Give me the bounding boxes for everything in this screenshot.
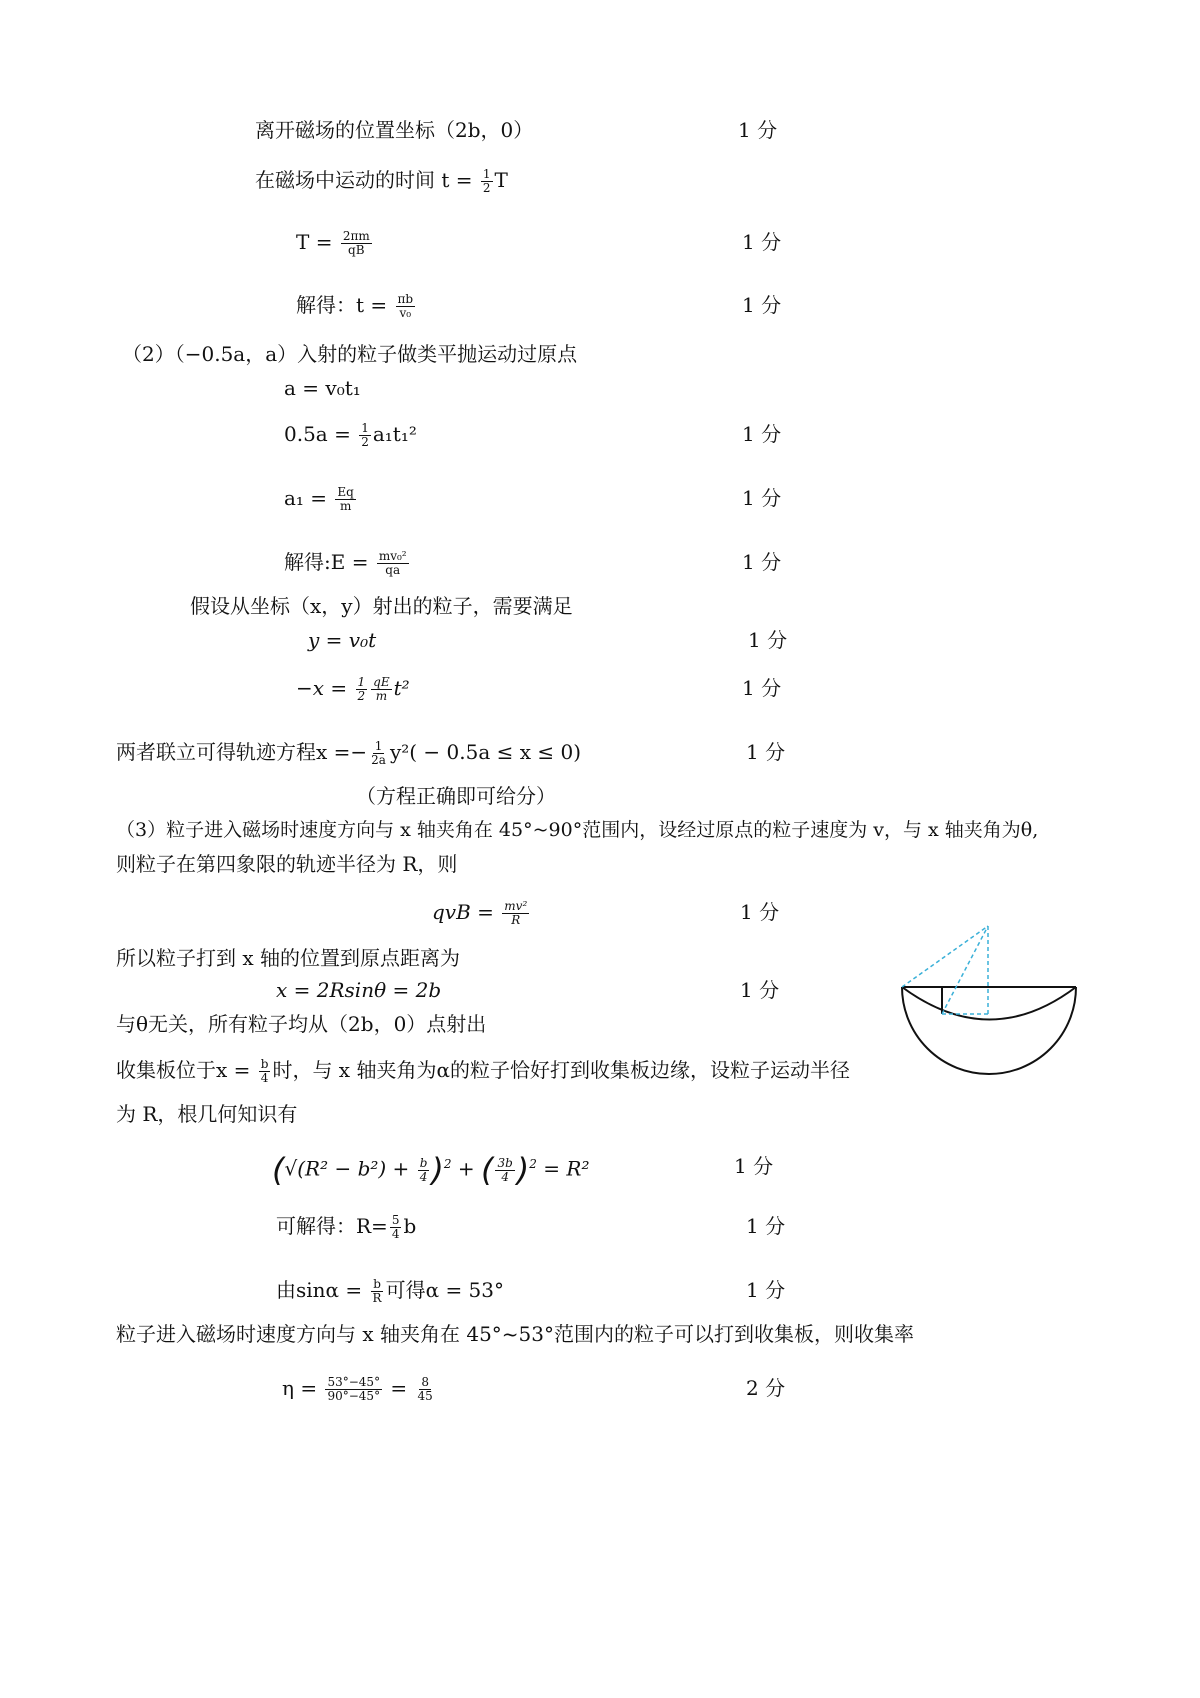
part2-eq4: 解得:E = $\frac{\text{mv₀²}}{qa}$ bbox=[284, 549, 407, 577]
part2-eq5: y = v₀t bbox=[308, 628, 377, 652]
part3-distance-text: 所以粒子打到 x 轴的位置到原点距离为 bbox=[116, 946, 460, 970]
time-solution: 解得：t = $\frac{\pi b}{\text{v₀}}$ bbox=[296, 292, 414, 320]
part2-eq3: a₁ = $\frac{Eq}{m}$ bbox=[284, 485, 354, 513]
score-part3-eq2: 1 分 bbox=[740, 978, 780, 1002]
part3-intro-2: 则粒子在第四象限的轨迹半径为 R，则 bbox=[116, 852, 458, 876]
score-time-solution: 1 分 bbox=[742, 293, 782, 317]
part2-combined: 两者联立可得轨迹方程x =− $\frac{1}{2a}$ y²( − 0.5a ≤ x ≤ 0) bbox=[116, 739, 582, 767]
score-exit-position: 1 分 bbox=[738, 118, 778, 142]
period-fraction: $\frac{2\pi m}{qB}$ bbox=[342, 229, 370, 257]
part3-intro-1: （3）粒子进入磁场时速度方向与 x 轴夹角在 45°~90°范围内，设经过原点的粒子速度为 v，与 x 轴夹角为θ, bbox=[116, 819, 1039, 841]
score-part2-eq4: 1 分 bbox=[742, 550, 782, 574]
part2-eq2: 0.5a = $\frac{1}{2}$ a₁t₁² bbox=[284, 421, 417, 449]
part3-eta: η = $\frac{53^\circ-45^\circ}{90^\circ-45^\circ}$ = $\frac{8}{45}$ bbox=[282, 1375, 433, 1403]
part2-assume: 假设从坐标（x，y）射出的粒子，需要满足 bbox=[190, 594, 573, 618]
score-part2-eq2: 1 分 bbox=[742, 422, 782, 446]
time-fraction: $\frac{1}{2}$ bbox=[482, 167, 491, 195]
part2-heading: （2）（−0.5a，a）入射的粒子做类平抛运动过原点 bbox=[122, 342, 578, 366]
geometry-figure bbox=[900, 922, 1080, 1077]
score-part3-eta: 2 分 bbox=[746, 1376, 786, 1400]
part3-plate-line2: 为 R，根几何知识有 bbox=[116, 1102, 298, 1126]
outer-semicircle bbox=[902, 987, 1076, 1074]
time-solution-fraction: $\frac{\pi b}{\text{v₀}}$ bbox=[397, 292, 414, 320]
part3-sin: 由sinα = $\frac{b}{R}$ 可得α = 53° bbox=[276, 1277, 505, 1305]
time-tail: T bbox=[494, 168, 508, 192]
exit-position-text: 离开磁场的位置坐标（2b，0） bbox=[255, 118, 534, 142]
period-formula: T = $\frac{2\pi m}{qB}$ bbox=[296, 229, 370, 257]
part3-eq3: (√(R² − b²) + $\frac{b}{4}$ )$^2$ + ( $\frac{3b}{4}$ )$^2$ = R² bbox=[272, 1151, 590, 1190]
dashed-line-3 bbox=[942, 926, 988, 1014]
part3-eq1: qvB = $\frac{\text{mv²}}{R}$ bbox=[432, 899, 528, 927]
time-formula bbox=[255, 166, 508, 195]
score-period: 1 分 bbox=[742, 230, 782, 254]
score-part3-sin: 1 分 bbox=[746, 1278, 786, 1302]
score-part2-eq5: 1 分 bbox=[748, 628, 788, 652]
score-part2-combined: 1 分 bbox=[746, 740, 786, 764]
part3-independent: 与θ无关，所有粒子均从（2b，0）点射出 bbox=[116, 1012, 487, 1036]
trajectory-arc bbox=[902, 987, 1076, 1020]
score-part2-eq6: 1 分 bbox=[742, 676, 782, 700]
dashed-line-1 bbox=[902, 926, 988, 987]
score-part3-eq1: 1 分 bbox=[740, 900, 780, 924]
part3-plate: 收集板位于x = $\frac{b}{4}$ 时，与 x 轴夹角为α的粒子恰好打到收集板边缘，设粒子运动半径 bbox=[116, 1057, 850, 1085]
part2-eq6: −x = $\frac{1}{2}$ $\frac{qE}{m}$ t² bbox=[296, 675, 410, 703]
part2-note: （方程正确即可给分） bbox=[356, 784, 556, 808]
score-part3-solve-R: 1 分 bbox=[746, 1214, 786, 1238]
score-part3-eq3: 1 分 bbox=[734, 1154, 774, 1178]
part3-eq2: x = 2Rsinθ = 2b bbox=[276, 978, 442, 1002]
part3-solve-R: 可解得：R= $\frac{5}{4}$ b bbox=[276, 1213, 417, 1241]
part3-range: 粒子进入磁场时速度方向与 x 轴夹角在 45°~53°范围内的粒子可以打到收集板，则收集率 bbox=[116, 1322, 915, 1346]
score-part2-eq3: 1 分 bbox=[742, 486, 782, 510]
time-intro: 在磁场中运动的时间 t = bbox=[255, 168, 479, 192]
part2-eq1: a = v₀t₁ bbox=[284, 376, 361, 400]
